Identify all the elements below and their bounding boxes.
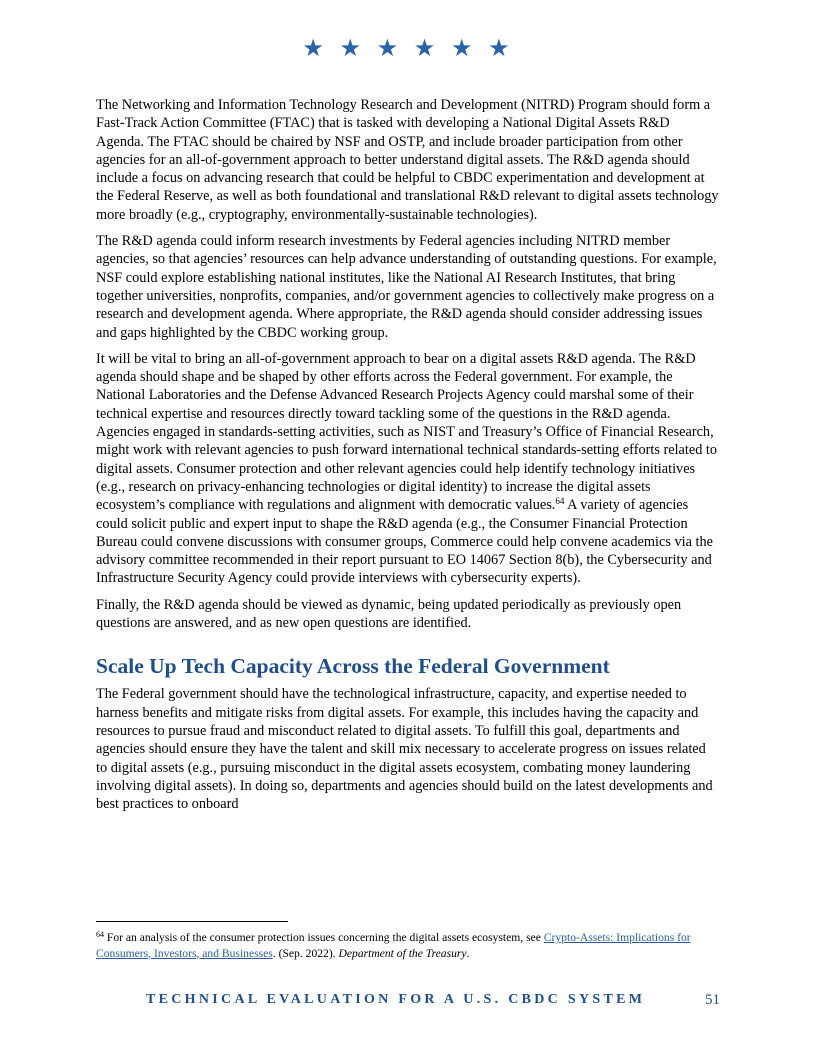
footnote: [96, 930, 720, 961]
footer-title: TECHNICAL EVALUATION FOR A U.S. CBDC SYSTEM: [146, 992, 646, 1007]
paragraph-text-part-1: It will be vital to bring an all-of-government approach to bear on a digital assets R&D agenda. The R&D agenda should shape and be shaped by other efforts across the Federal government. For example, the National Laboratories and the Defense Advanced Research Projects Agency could marshal some of their technical expertise and resources directly toward tackling some of the questions in the R&D agenda. Agencies engaged in standards-setting activities, such as NIST and Treasury’s Office of Financial Research, might work with relevant agencies to push forward international technical standards-setting efforts related to digital assets. Consumer protection and other relevant agencies could help identify technology initiatives (e.g., research on privacy-enhancing technologies or digital identity) to increase the digital assets ecosystem’s compliance with regulations and alignment with democratic values.: [96, 350, 718, 514]
paragraph-dynamic-agenda: Finally, the R&D agenda should be viewed as dynamic, being updated periodically as previously open questions are answered, and as new open questions are identified.: [96, 596, 682, 632]
section-heading: Scale Up Tech Capacity Across the Federal Government: [96, 654, 610, 679]
paragraph-rd-agenda-investments: The R&D agenda could inform research investments by Federal agencies including NITRD member agencies, so that agencies’ resources can help advance understanding of outstanding questions. For example, NSF could explore establishing national institutes, like the National AI Research Institutes, that bring together universities, nonprofits, companies, and/or government agencies to collectively make progress on a research and development agenda. Where appropriate, the R&D agenda should consider addressing issues and gaps highlighted by the CBDC working group.: [96, 233, 717, 341]
footnote-link[interactable]: Crypto-Assets: Implications for Consumers, Investors, and Businesses: [96, 931, 691, 960]
paragraph-nitrd-ftac: The Networking and Information Technology Research and Development (NITRD) Program should form a Fast-Track Action Committee (FTAC) that is tasked with developing a National Digital Assets R&D Agenda. The FTAC should be chaired by NSF and OSTP, and include broader participation from other agencies for an all-of-government approach to better understand digital assets. The R&D agenda should include a focus on advancing research that could be helpful to CBDC experimentation and development at the Federal Reserve, as well as both foundational and translational R&D relevant to digital assets technology more broadly (e.g., cryptography, environmentally-sustainable technologies).: [96, 97, 719, 223]
header-stars: ★ ★ ★ ★ ★ ★: [302, 34, 514, 62]
footnote-suffix: .: [466, 946, 470, 960]
footnote-divider: [96, 921, 288, 922]
paragraph-all-of-government: [96, 350, 720, 588]
paragraph-tech-capacity: The Federal government should have the technological infrastructure, capacity, and expertise needed to harness benefits and mitigate risks from digital assets. For example, this includes having the capacity and resources to pursue fraud and misconduct related to digital assets. To fulfill this goal, departments and agencies should ensure they have the talent and skill mix necessary to accelerate progress on issues related to digital assets (e.g., pursuing misconduct in the digital assets ecosystem, combating money laundering involving digital assets). In doing so, departments and agencies should build on the latest developments and best practices to onboard: [96, 686, 713, 813]
page-number: 51: [705, 992, 720, 1008]
footnote-reference[interactable]: 64: [555, 496, 565, 507]
footnote-number: 64: [96, 930, 104, 939]
paragraph-text-part-2: A variety of agencies could solicit public and expert input to shape the R&D agenda (e.g., the Consumer Financial Protection Bureau could convene discussions with consumer groups, Commerce could help convene academics via the advisory committee recommended in their report pursuant to EO 14067 Section 8(b), the Cybersecurity and Infrastructure Security Agency could provide interviews with cybersecurity experts).: [96, 497, 713, 587]
footnote-prefix: For an analysis of the consumer protection issues concerning the digital assets ecosystem, see: [104, 931, 544, 944]
footnote-source: Department of the Treasury: [338, 946, 467, 960]
footnote-middle: . (Sep. 2022).: [272, 946, 339, 960]
main-content: [96, 96, 720, 821]
